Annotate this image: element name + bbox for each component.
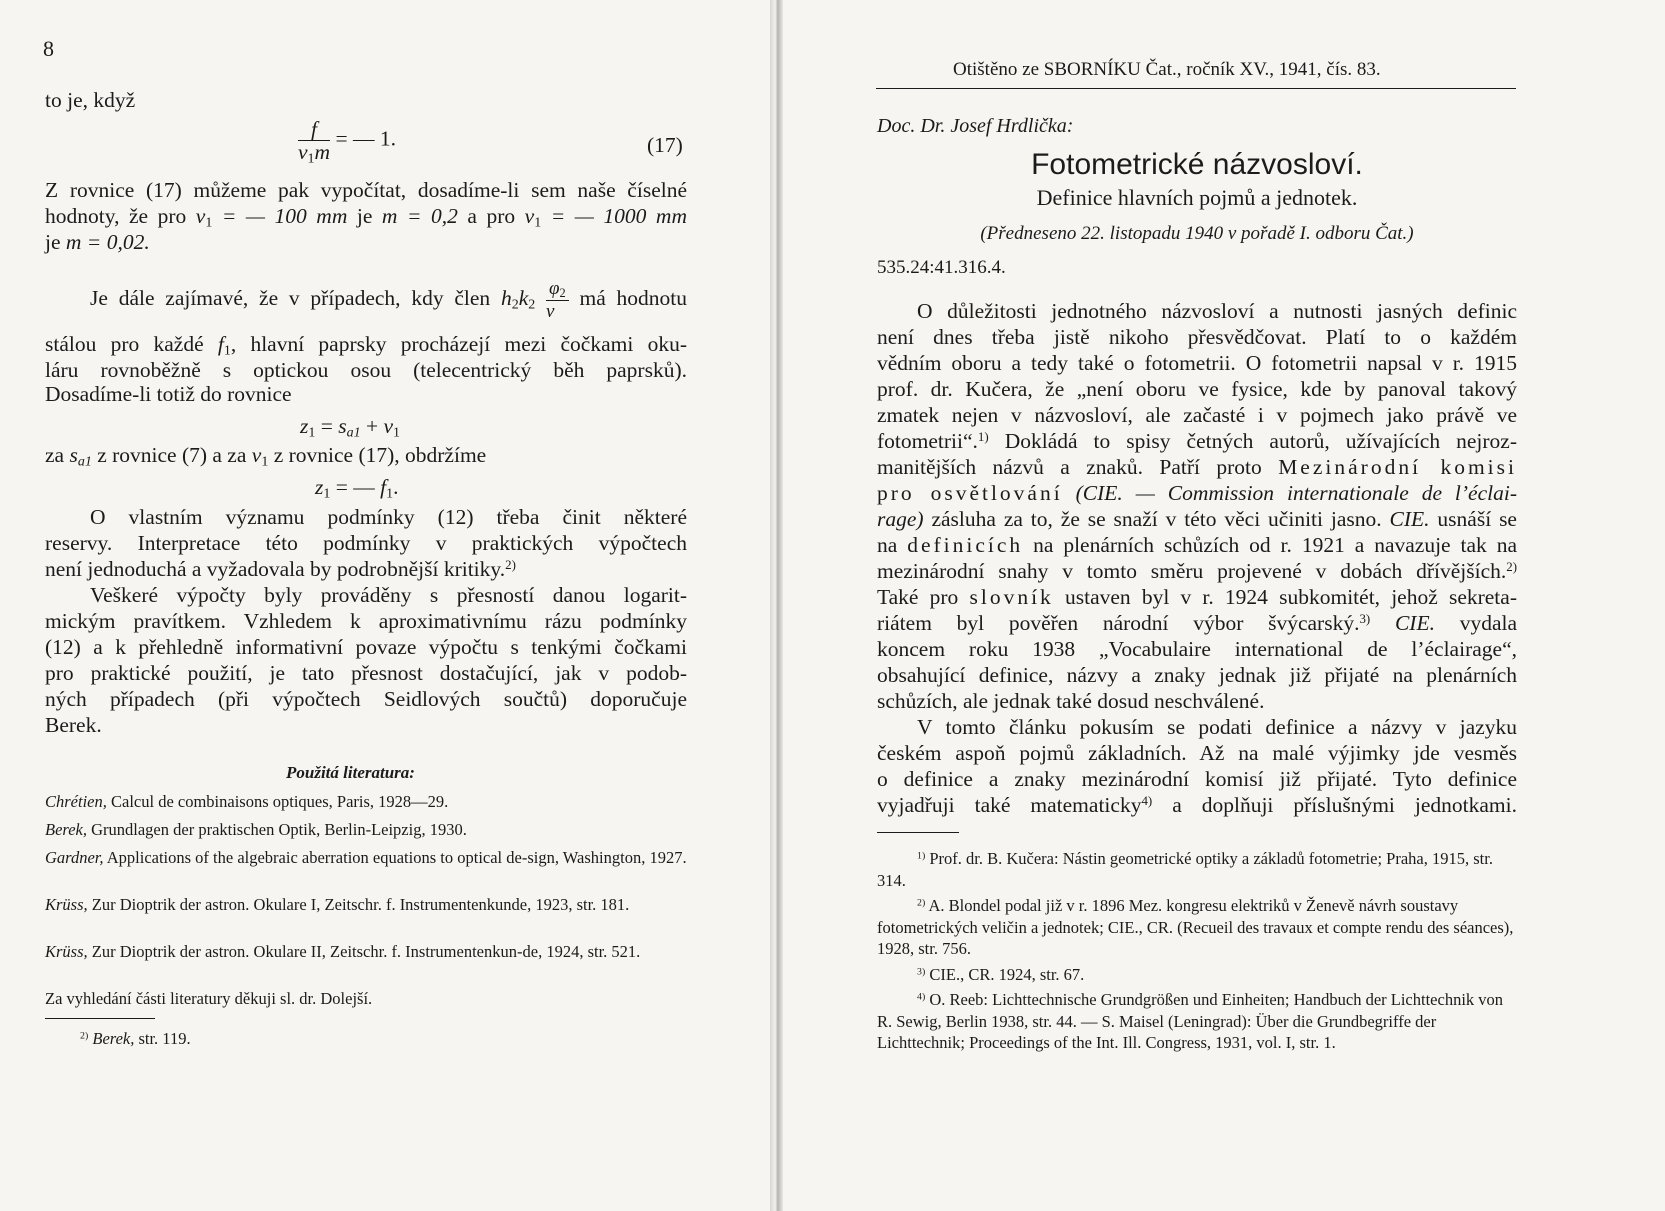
para2-line3: láru rovnoběžně s optickou osou (telecentrický běh paprsků).	[45, 358, 687, 382]
para1-line1: Z rovnice (17) můžeme pak vypočítat, dosadíme-li sem naše číselné	[45, 178, 687, 202]
footnote-rule	[45, 1018, 155, 1019]
udc-code: 535.24:41.316.4.	[877, 257, 1006, 278]
lecture-note: (Předneseno 22. listopadu 1940 v pořadě I. odboru Čat.)	[980, 223, 1414, 244]
para1-line3: je m = 0,02.	[45, 230, 150, 254]
para3-line1: O vlastním významu podmínky (12) třeba činit některé	[90, 505, 687, 529]
para2-line4: Dosadíme-li totiž do rovnice	[45, 382, 292, 406]
footnote: $^{4)}$ O. Reeb: Lichttechnische Grundgrößen und Einheiten; Handbuch der Lichttechnik von R. Sewig, Berlin 1938, str. 44. — S. Maisel (Leningrad): Über die Grundbegriffe der Lichttechnik; Proceedings of the Int. Ill. Congress, 1931, vol. I, str. 1.	[877, 990, 1504, 1052]
p1-line16: schůzích, ale jednak také dosud neschválené.	[877, 689, 1265, 713]
p1-line12: Také pro slovník ustaven byl v r. 1924 subkomitét, jehož sekreta-	[877, 585, 1517, 609]
acknowledgement: Za vyhledání části literatury děkuji sl. dr. Dolejší.	[45, 989, 373, 1008]
equation-number: (17)	[647, 133, 683, 157]
p1-line5: zmatek nejen v názvosloví, ale začasté i v pojmech jako právě ve	[877, 403, 1517, 427]
p2-line4: vyjadřuji také matematicky$^{4)}$ a doplňuji příslušnými jednotkami.	[877, 793, 1517, 817]
p1-line10: na definicích na plenárních schůzích od r. 1921 a navazuje tak na	[877, 533, 1517, 557]
phi-over-nu: $\frac{\varphi_2}{\nu}$	[546, 278, 569, 323]
p1-line1: O důležitosti jednotného názvosloví a nutnosti jasných definic	[917, 299, 1517, 323]
p1-line14: koncem roku 1938 „Vocabulaire international de l’éclairage“,	[877, 637, 1517, 661]
book-gutter	[770, 0, 783, 1211]
equation-z1-result: $z_1$ = — $f_1$.	[315, 475, 399, 502]
p1-line8: pro osvětlování (CIE. — Commission internationale de l’éclai-	[877, 481, 1517, 505]
para4-line2: mickým pravítkem. Vzhledem k aproximativnímu rázu podmínky	[45, 609, 687, 633]
literature-item: Krüss, Zur Dioptrik der astron. Okulare I, Zeitschr. f. Instrumentenkunde, 1923, str. 181.	[45, 895, 630, 914]
header-rule	[876, 88, 1516, 89]
p1-line11: mezinárodní snahy v tomto směru projevené v dobách dřívějších.$^{2)}$	[877, 559, 1517, 583]
literature-heading: Použitá literatura:	[286, 763, 415, 782]
literature-item: Chrétien, Calcul de combinaisons optiques, Paris, 1928—29.	[45, 792, 449, 811]
p1-line3: vědním oboru a tedy také o fotometrii. O fotometrii napsal v r. 1915	[877, 351, 1517, 375]
p2-line3: o definice a znaky mezinárodní komisí již přijaté. Tyto definice	[877, 767, 1517, 791]
equation-17	[298, 117, 396, 167]
left-footnote: $^{2)}$ Berek, str. 119.	[80, 1029, 191, 1048]
equation-z1: $z_1 = s_{a1} + v_1$	[300, 414, 401, 441]
equation-rhs: = — 1.	[335, 126, 396, 151]
literature-item: Gardner, Applications of the algebraic aberration equations to optical de-sign, Washington, 1927.	[45, 848, 687, 867]
article-subtitle: Definice hlavních pojmů a jednotek.	[1036, 185, 1358, 210]
para3-line3: není jednoduchá a vyžadovala by podrobnější kritiky.$^{2)}$	[45, 557, 516, 581]
p1-line2: není dnes třeba jistě nikoho přesvědčovat. Platí to o každém	[877, 325, 1517, 349]
article-author: Doc. Dr. Josef Hrdlička:	[877, 115, 1074, 137]
footnote: $^{2)}$ A. Blondel podal již v r. 1896 Mez. kongresu elektriků v Ženevě návrh soustavy fotometrických veličin a jednotek; CIE., CR. (Recueil des travaux et compte rendu des séances), 1928, str. 756.	[877, 896, 1514, 958]
para2-line1: Je dále zajímavé, že v případech, kdy člen $h_2k_2$ $\frac{\varphi_2}{\nu}$ má hodnotu	[90, 277, 688, 322]
left-page	[0, 0, 770, 1211]
para2-line2: stálou pro každé $f_1$, hlavní paprsky procházejí mezi čočkami oku-	[45, 332, 687, 359]
intro-line: to je, když	[45, 88, 136, 112]
literature-item: Krüss, Zur Dioptrik der astron. Okulare II, Zeitschr. f. Instrumentenkun-de, 1924, str. 521.	[45, 942, 641, 961]
para1-line2: hodnoty, že pro $v_1$ = — 100 mm je m = 0,2 a pro $v_1$ = — 1000 mm	[45, 204, 687, 231]
page-number: 8	[43, 36, 54, 61]
p2-line1: V tomto článku pokusím se podati definice a názvy v jazyku	[917, 715, 1517, 739]
p1-line9: rage) zásluha za to, že se snaží v této věci učiniti jasno. CIE. usnáší se	[877, 507, 1517, 531]
footnote: $^{3)}$ CIE., CR. 1924, str. 67.	[917, 965, 1085, 984]
para4-line6: Berek.	[45, 713, 102, 737]
article-title: Fotometrické názvosloví.	[1031, 148, 1363, 181]
para4-line5: ných případech (při výpočtech Seidlových součtů) doporučuje	[45, 687, 687, 711]
literature-item: Berek, Grundlagen der praktischen Optik, Berlin-Leipzig, 1930.	[45, 820, 467, 839]
p2-line2: českém aspoň pojmů základních. Až na malé výjimky jde vesměs	[877, 741, 1517, 765]
offprint-header: Otištěno ze SBORNÍKU Čat., ročník XV., 1941, čís. 83.	[953, 59, 1381, 80]
para3-line2: reservy. Interpretace této podmínky v praktických výpočtech	[45, 531, 687, 555]
line-za: za $s_{a1}$ z rovnice (7) a za $v_1$ z rovnice (17), obdržíme	[45, 443, 487, 470]
footnote-rule	[877, 832, 959, 833]
p1-line15: obsahující definice, názvy a znaky jednak již přijaté na plenárních	[877, 663, 1517, 687]
para4-line4: pro praktické použití, je tato přesnost dostačující, jak v podob-	[45, 661, 687, 685]
para4-line1: Veškeré výpočty byly prováděny s přesností danou logarit-	[90, 583, 687, 607]
p1-line4: prof. dr. Kučera, že „není oboru ve fysice, kde by panoval takový	[877, 377, 1517, 401]
fraction: $\frac{f}{v_1m}$	[298, 117, 331, 167]
p1-line13: riátem byl pověřen národní výbor švýcarský.$^{3)}$ CIE. vydala	[877, 611, 1518, 635]
para4-line3: (12) a k přehledně informativní povaze výpočtu s tenkými čočkami	[45, 635, 687, 659]
p1-line7: manitějších názvů a znaků. Patří proto Mezinárodní komisi	[877, 455, 1517, 479]
right-page	[783, 0, 1665, 1211]
footnote: $^{1)}$ Prof. dr. B. Kučera: Nástin geometrické optiky a základů fotometrie; Praha, 1915, str. 314.	[877, 849, 1493, 890]
p1-line6: fotometrii“.$^{1)}$ Dokládá to spisy četných autorů, užívajících nejroz-	[877, 429, 1517, 453]
